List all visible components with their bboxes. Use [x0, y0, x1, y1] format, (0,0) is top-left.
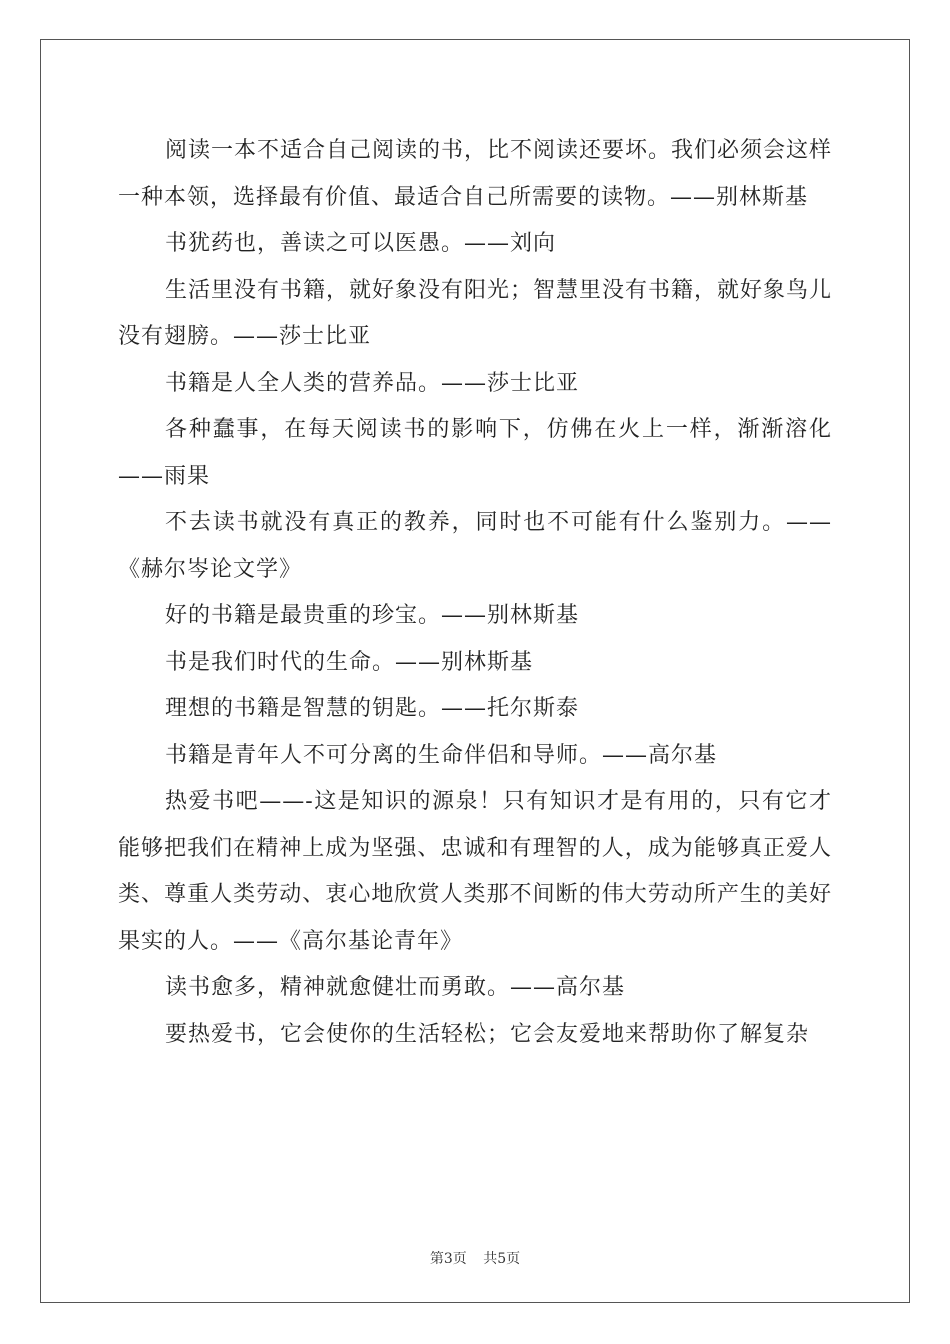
paragraph: 阅读一本不适合自己阅读的书，比不阅读还要坏。我们必须会这样一种本领，选择最有价值、最适合自己所需要的读物。——别林斯基	[118, 138, 833, 210]
paragraph: 生活里没有书籍，就好象没有阳光；智慧里没有书籍，就好象鸟儿没有翅膀。——莎士比亚	[118, 277, 833, 349]
paragraph: 不去读书就没有真正的教养，同时也不可能有什么鉴别力。——《赫尔岑论文学》	[118, 510, 832, 582]
paragraph: 各种蠢事，在每天阅读书的影响下，仿佛在火上一样，渐渐溶化——雨果	[118, 417, 832, 489]
paragraph: 热爱书吧——-这是知识的源泉！只有知识才是有用的，只有它才能够把我们在精神上成为坚强、忠诚和有理智的人，成为能够真正爱人类、尊重人类劳动、衷心地欣赏人类那不间断的伟大劳动所产生的美好果实的人。——《高尔基论青年》	[118, 789, 832, 954]
paragraph: 书是我们时代的生命。——别林斯基	[165, 649, 534, 675]
paragraph: 理想的书籍是智慧的钥匙。——托尔斯泰	[165, 696, 580, 721]
paragraph: 书犹药也，善读之可以医愚。——刘向	[165, 231, 557, 256]
paragraph: 书籍是人全人类的营养品。——莎士比亚	[165, 370, 580, 396]
page-number: 第3页	[429, 1251, 467, 1267]
page-footer	[0, 1248, 950, 1268]
paragraph: 好的书籍是最贵重的珍宝。——别林斯基	[165, 603, 580, 628]
paragraph: 要热爱书，它会使你的生活轻松；它会友爱地来帮助你了解复杂	[165, 1021, 810, 1047]
document-body	[118, 128, 832, 1058]
paragraph: 读书愈多，精神就愈健壮而勇敢。——高尔基	[165, 975, 626, 1000]
page-total: 共5页	[483, 1251, 521, 1267]
paragraph: 书籍是青年人不可分离的生命伴侣和导师。——高尔基	[165, 742, 718, 768]
